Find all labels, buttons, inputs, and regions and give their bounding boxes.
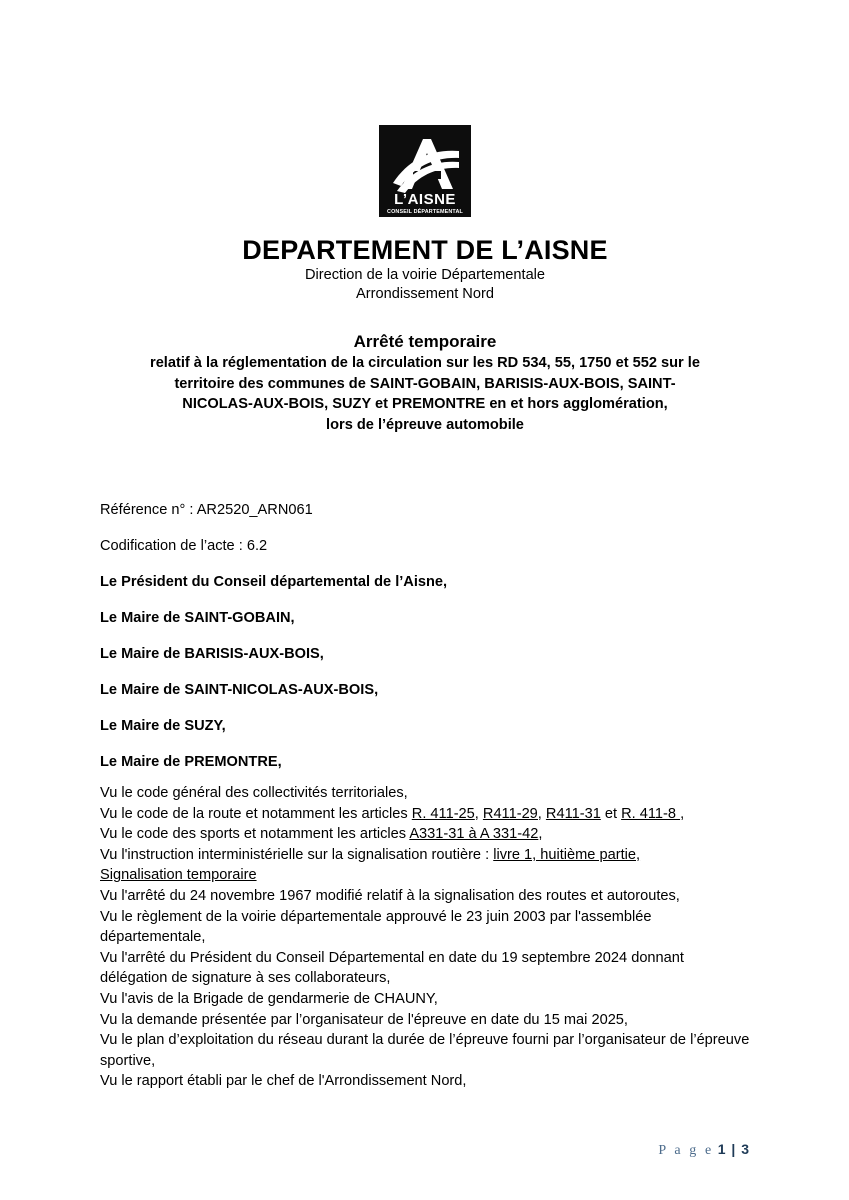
logo-container [0,125,849,217]
vu-route-sep-1: , [474,805,483,822]
header-subtitle-line-1: Direction de la voirie Départementale [304,267,546,283]
vu-route-article-1: R. 411-25 [411,805,475,822]
vu-route-suffix: , [680,805,685,822]
vu-line-arrete-1967: Vu l'arrêté du 24 novembre 1967 modifié relatif à la signalisation des routes et autoroutes, [100,887,680,904]
codification-line: Codification de l’acte : 6.2 [100,538,268,554]
vu-line-reglement-voirie: Vu le règlement de la voirie départementale approuvé le 23 juin 2003 par l'assemblée départementale, [100,908,652,946]
vu-instruction-reference: livre 1, huitième partie, [493,846,641,863]
signatory-maire-saint-nicolas-aux-bois: Le Maire de SAINT-NICOLAS-AUX-BOIS, [100,682,379,698]
arrete-subtitle-line-2: territoire des communes de SAINT-GOBAIN, BARISIS-AUX-BOIS, SAINT- [174,375,676,392]
vu-line-rapport-chef: Vu le rapport établi par le chef de l'Arrondissement Nord, [100,1073,467,1090]
laisne-logo [379,125,471,217]
arrete-subtitle-line-1: relatif à la réglementation de la circulation sur les RD 534, 55, 1750 et 552 sur le [150,355,700,371]
vu-line-code-route [100,804,752,825]
footer-page-number: 1 | 3 [717,1141,750,1157]
footer-page-word: P a g e [658,1143,714,1158]
svg-text:CONSEIL DÉPARTEMENTAL: CONSEIL DÉPARTEMENTAL [386,209,463,215]
vu-route-sep-3: et [600,805,622,822]
document-header [100,234,750,304]
arrete-heading [100,331,750,435]
vu-line-demande-organisateur: Vu la demande présentée par l’organisateur de l'épreuve en date du 15 mai 2025, [100,1011,628,1028]
vu-sports-articles: A331-31 à A 331-42 [409,826,539,843]
vu-line-instruction [100,845,752,866]
vu-sports-prefix: Vu le code des sports et notamment les articles [100,826,410,843]
vu-route-article-4: R. 411-8 [621,805,681,822]
arrete-title: Arrêté temporaire [353,332,497,351]
arrete-subtitle-line-4: lors de l’épreuve automobile [326,416,524,433]
vu-route-article-2: R411-29, [482,805,542,822]
page-title: DEPARTEMENT DE L’AISNE [242,235,608,265]
svg-text:L’AISNE: L’AISNE [393,191,456,208]
vu-sports-suffix: , [538,826,543,843]
vu-signalisation-temporaire: Signalisation temporaire [100,867,257,884]
reference-line: Référence n° : AR2520_ARN061 [100,502,313,518]
vu-line-code-general: Vu le code général des collectivités territoriales, [100,785,408,801]
vu-line-signalisation-temporaire [100,865,752,886]
vu-route-prefix: Vu le code de la route et notamment les articles [100,805,412,822]
vu-line-avis-gendarmerie: Vu l'avis de la Brigade de gendarmerie de CHAUNY, [100,990,438,1007]
signatory-president: Le Président du Conseil départemental de l’Aisne, [100,574,448,590]
vu-instruction-prefix: Vu l'instruction interministérielle sur la signalisation routière : [100,846,494,863]
page-footer [100,1140,750,1160]
document-meta [100,502,750,771]
arrete-subtitle-line-3: NICOLAS-AUX-BOIS, SUZY et PREMONTRE en et hors agglomération, [182,396,668,412]
signatory-maire-saint-gobain: Le Maire de SAINT-GOBAIN, [100,610,295,626]
vu-line-plan-exploitation: Vu le plan d’exploitation du réseau durant la durée de l’épreuve fourni par l’organisateur de l’épreuve sportive, [100,1032,750,1069]
header-subtitle-line-2: Arrondissement Nord [356,286,494,302]
vu-line-delegation-signature: Vu l'arrêté du Président du Conseil Départemental en date du 19 septembre 2024 donnant délégation de signature à ses collaborateurs, [100,949,684,987]
signatory-maire-suzy: Le Maire de SUZY, [100,718,226,734]
vu-line-code-sports [100,824,752,845]
signatory-maire-barisis-aux-bois: Le Maire de BARISIS-AUX-BOIS, [100,646,324,662]
signatory-maire-premontre: Le Maire de PREMONTRE, [100,754,282,770]
vu-clauses [100,783,752,1092]
vu-route-article-3: R411-31 [545,805,601,822]
